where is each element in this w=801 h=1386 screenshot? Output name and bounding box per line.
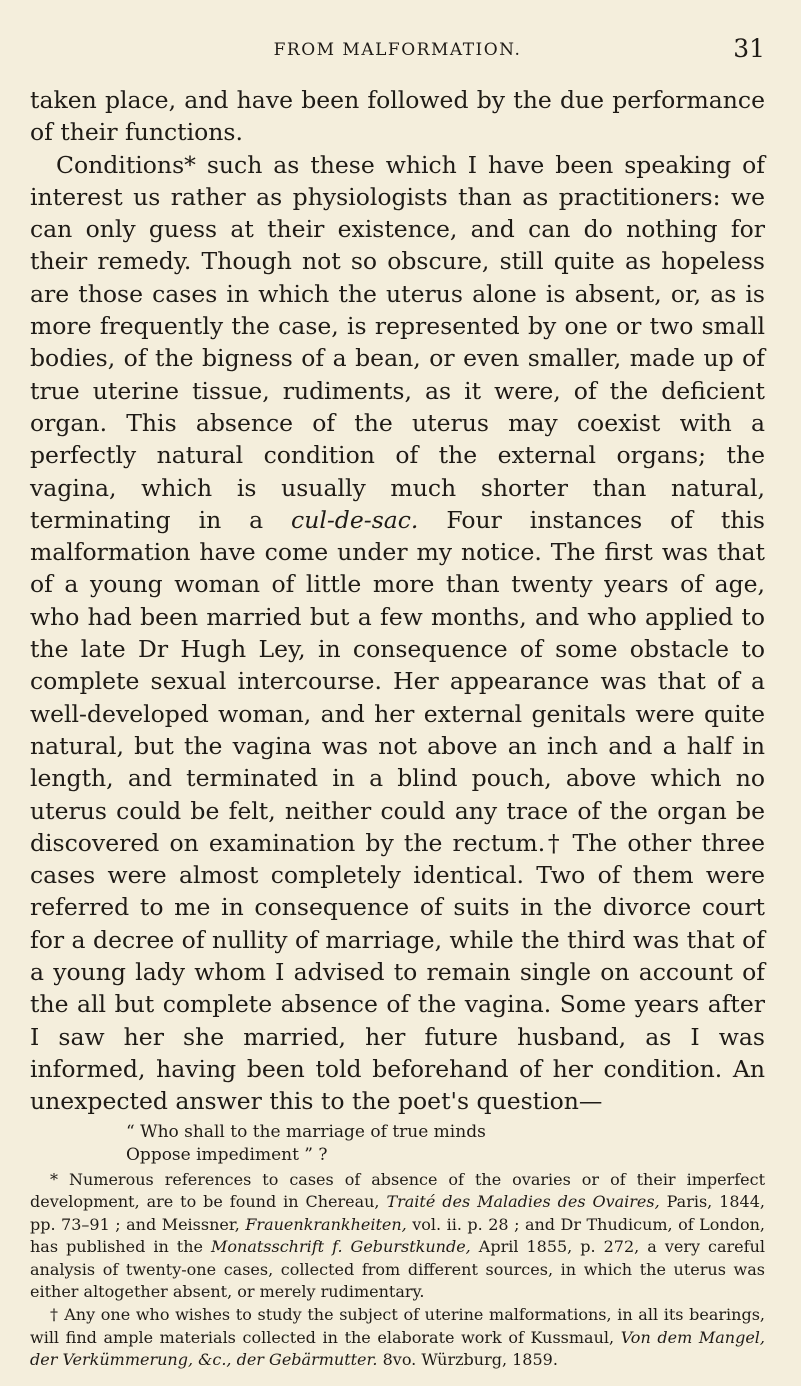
footnote-2-text-a: † Any one who wishes to study the subject of uterine malformations, in all its bearings, will find ample materials collected in the elaborate work of Kussmaul, [30, 1305, 765, 1347]
footnotes [30, 1169, 765, 1372]
paragraph-1: taken place, and have been followed by the due performance of their functions. [30, 86, 765, 147]
footnote-1-text-a: * Numerous references to cases of absence of the ovaries or of their imperfect development, are to be found in Chereau, [30, 1169, 765, 1212]
paragraph-2-part-1: Conditions* such as these which I have been speaking of interest us rather as physiologists than as practitioners: we can only guess at their existence, and can do nothing for their remedy. Though not so obscure, still quite as hopeless are those cases in which the uterus alone is absent, or, as is more frequently the case, is represented by one or two small bodies, of the bigness of a bean, or even smaller, made up of true uterine tissue, rudiments, as it were, of the deficient organ. This absence of the uterus may coexist with a perfectly natural condition of the external organs; the vagina, which is usually much shorter than natural, terminating in a [30, 150, 765, 534]
paragraph-2-part-2: Four instances of this malformation have come under my notice. The first was that of a young woman of little more than twenty years of age, who had been married but a few months, and who applied to the late Dr Hugh Ley, in consequence of some obstacle to complete sexual intercourse. Her appearance was that of a well-developed woman, and her external genitals were quite natural, but the vagina was not above an inch and a half in length, and terminated in a blind pouch, above which no uterus could be felt, neither could any trace of the organ be discovered on examination by the rectum.† The other three cases were almost completely identical. Two of them were referred to me in consequence of suits in the divorce court for a decree of nullity of marriage, while the third was that of a young lady whom I advised to remain single on account of the all but complete absence of the vagina. Some years after I saw her she married, her future husband, as I was informed, having been told beforehand of her condition. An unexpected answer this to the poet's question— [30, 505, 765, 1116]
footnote-1-title-1: Traité des Maladies des Ovaires, [386, 1192, 660, 1212]
page-header [30, 0, 765, 84]
footnote-1-text-b: Paris, 1844, pp. 73–91 ; and Meissner, [30, 1192, 765, 1234]
footnote-1-title-3: Monatsschrift f. Geburstkunde, [211, 1237, 471, 1257]
footnote-1-title-2: Frauenkrankheiten, [245, 1214, 407, 1234]
main-text [30, 84, 765, 1118]
footnote-1 [30, 1169, 765, 1305]
page-number: 31 [733, 34, 765, 63]
quote-line-2: Oppose impediment ” ? [126, 1144, 328, 1165]
footnote-2 [30, 1304, 765, 1372]
paragraph-2-italic-term: cul-de-sac. [291, 505, 419, 534]
footnote-2-text-b: 8vo. Würzburg, 1859. [382, 1350, 558, 1370]
footnote-2-title: Von dem Mangel, der Verkümmerung, &c., der Gebärmutter. [30, 1327, 765, 1370]
footnote-1-text-d: April 1855, p. 272, a very careful analysis of twenty-one cases, collected from different sources, in which the uterus was either altogether absent, or merely rudimentary. [30, 1237, 765, 1302]
paragraph-2 [30, 149, 765, 1118]
quote-line-1: “ Who shall to the marriage of true minds [126, 1121, 486, 1142]
verse-quotation [30, 1121, 765, 1167]
running-head: FROM MALFORMATION. [273, 40, 522, 60]
footnote-1-text-c: vol. ii. p. 28 ; and Dr Thudicum, of London, has published in the [30, 1214, 765, 1257]
